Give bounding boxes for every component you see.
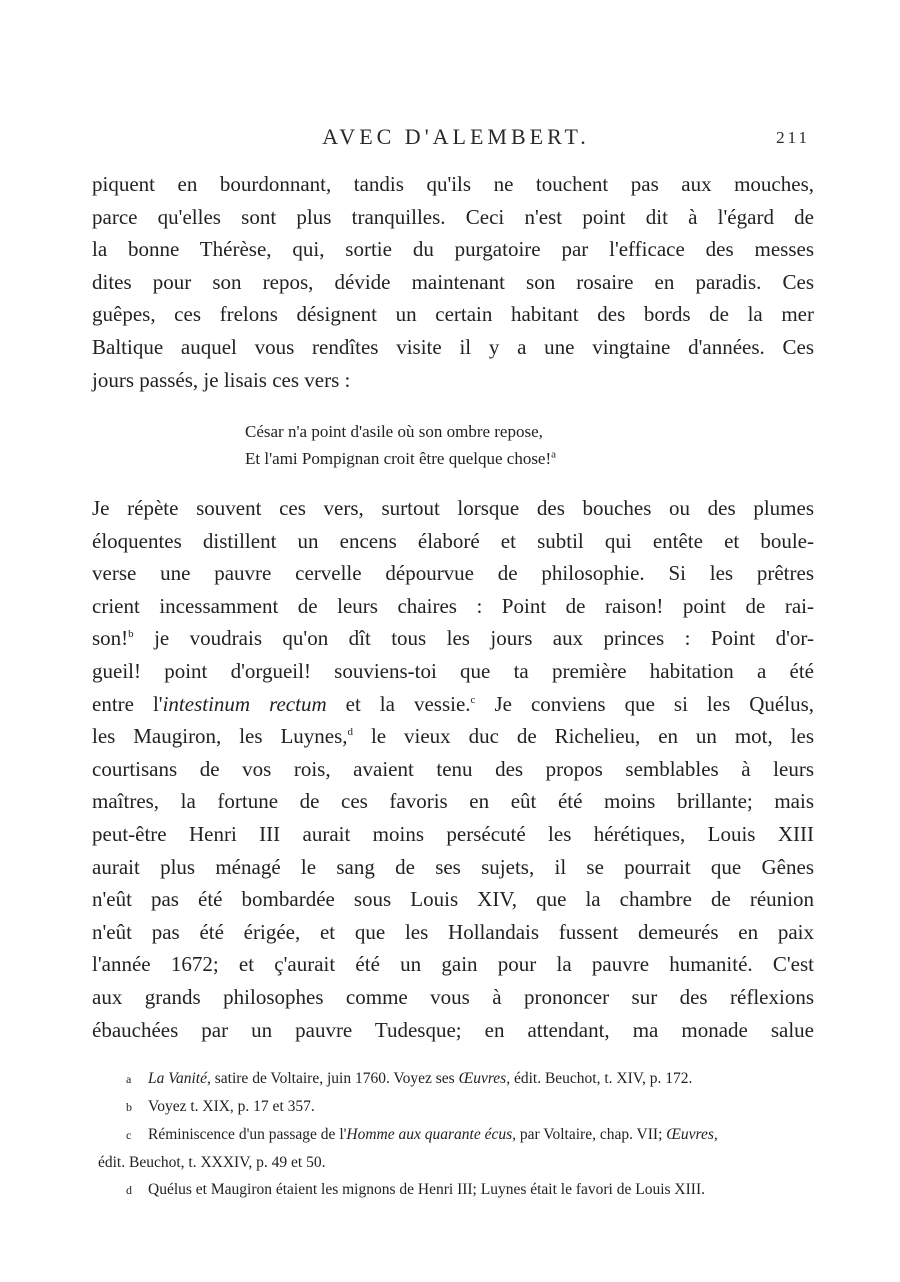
text-line: n'eût pas été érigée, et que les Hollandais fussent demeurés en paix (92, 919, 814, 944)
text-line: verse une pauvre cervelle dépourvue de philosophie. Si les prêtres (92, 561, 814, 586)
footnote-mark: a (126, 1072, 132, 1086)
text-line: guêpes, ces frelons désignent un certain habitant des bords de la mer (92, 302, 814, 327)
footnote-text: Quélus et Maugiron étaient les mignons de Henri III; Luynes était le favori de Louis XIII. (148, 1181, 705, 1198)
running-title: AVEC D'ALEMBERT. (322, 124, 590, 149)
text-line: Je répète souvent ces vers, surtout lorsque des bouches ou des plumes (92, 496, 814, 520)
footnote-ref-a: a (551, 448, 557, 461)
text-line: peut-être Henri III aurait moins persécuté les hérétiques, Louis XIII (92, 821, 814, 846)
text-line: éloquentes distillent un encens élaboré et subtil qui entête et boule- (92, 528, 814, 553)
footnote-text: Voyez t. XIX, p. 17 et 357. (148, 1098, 315, 1115)
footnote-d (98, 1176, 820, 1204)
text-line: aux grands philosophes comme vous à prononcer sur des réflexions (92, 984, 814, 1009)
text-line: n'eût pas été bombardée sous Louis XIV, que la chambre de réunion (92, 887, 814, 912)
footnote-mark: d (126, 1183, 132, 1197)
footnote-c-continued: édit. Beuchot, t. XXXIV, p. 49 et 50. (98, 1154, 326, 1171)
footnote-text: édit. Beuchot, t. XIV, p. 172. (510, 1070, 693, 1087)
footnote-b (98, 1093, 820, 1121)
running-head (98, 124, 814, 156)
text-fragment: je voudrais qu'on dît tous les jours aux princes : Point d'or- (133, 626, 814, 651)
text-line: crient incessamment de leurs chaires : Point de raison! point de rai- (92, 593, 814, 618)
text-line: courtisans de vos rois, avaient tenu des propos semblables à leurs (92, 756, 814, 781)
body-paragraph-bottom (92, 492, 814, 1046)
footnote-text: satire de Voltaire, juin 1760. Voyez ses (210, 1070, 459, 1087)
verse-line (245, 445, 556, 472)
text-line: piquent en bourdonnant, tandis qu'ils ne touchent pas aux mouches, (92, 172, 814, 196)
footnote-title: Œuvres, (458, 1070, 511, 1087)
text-line (92, 688, 814, 721)
text-line: ébauchées par un pauvre Tudesque; en attendant, ma monade salue (92, 1017, 814, 1042)
text-fragment: le vieux duc de Richelieu, en un mot, les (353, 724, 815, 749)
text-line: dites pour son repos, dévide maintenant son rosaire en paradis. Ces (92, 269, 814, 294)
text-line: parce qu'elles sont plus tranquilles. Ceci n'est point dit à l'égard de (92, 204, 814, 229)
text-fragment: Je conviens que si les Quélus, (475, 691, 815, 716)
footnote-a (98, 1065, 820, 1093)
footnote-mark: c (126, 1128, 132, 1142)
text-line: l'année 1672; et ç'aurait été un gain pour la pauvre humanité. C'est (92, 952, 814, 977)
footnote-mark: b (126, 1100, 132, 1114)
footnote-title: Homme aux quarante écus, (346, 1126, 517, 1143)
verse-line-text: Et l'ami Pompignan croit être quelque chose! (245, 449, 552, 468)
verse-line: César n'a point d'asile où son ombre repose, (245, 422, 543, 441)
text-fragment: et la vessie. (326, 691, 471, 716)
footnote-ref-b: b (128, 628, 134, 641)
footnote-ref-d: d (347, 726, 354, 739)
footnotes (98, 1065, 820, 1204)
text-line: maîtres, la fortune de ces favoris en eût été moins brillante; mais (92, 789, 814, 814)
text-fragment: les Maugiron, les Luynes, (92, 724, 348, 749)
text-line: Baltique auquel vous rendîtes visite il y a une vingtaine d'années. Ces (92, 334, 814, 359)
footnote-c (98, 1121, 820, 1149)
footnote-text: par Voltaire, chap. VII; (516, 1126, 667, 1143)
text-fragment: son! (92, 626, 129, 651)
text-line: gueil! point d'orgueil! souviens-toi que ta première habitation a été (92, 658, 814, 683)
body-paragraph-top (92, 168, 814, 396)
footnote-title: La Vanité, (148, 1070, 211, 1087)
footnote-text: Réminiscence d'un passage de l' (148, 1126, 347, 1143)
footnote-title: Œuvres, (666, 1126, 718, 1143)
verse-quotation (245, 418, 556, 472)
footnote-ref-c: c (470, 693, 476, 706)
text-fragment: entre l' (92, 691, 163, 716)
latin-phrase: intestinum rectum (162, 691, 327, 716)
text-line (92, 622, 814, 655)
text-line: jours passés, je lisais ces vers : (92, 367, 351, 392)
page-number: 211 (776, 128, 810, 147)
text-line: aurait plus ménagé le sang de ses sujets, il se pourrait que Gênes (92, 854, 814, 879)
text-line (92, 720, 814, 753)
text-line: la bonne Thérèse, qui, sortie du purgatoire par l'efficace des messes (92, 237, 814, 262)
